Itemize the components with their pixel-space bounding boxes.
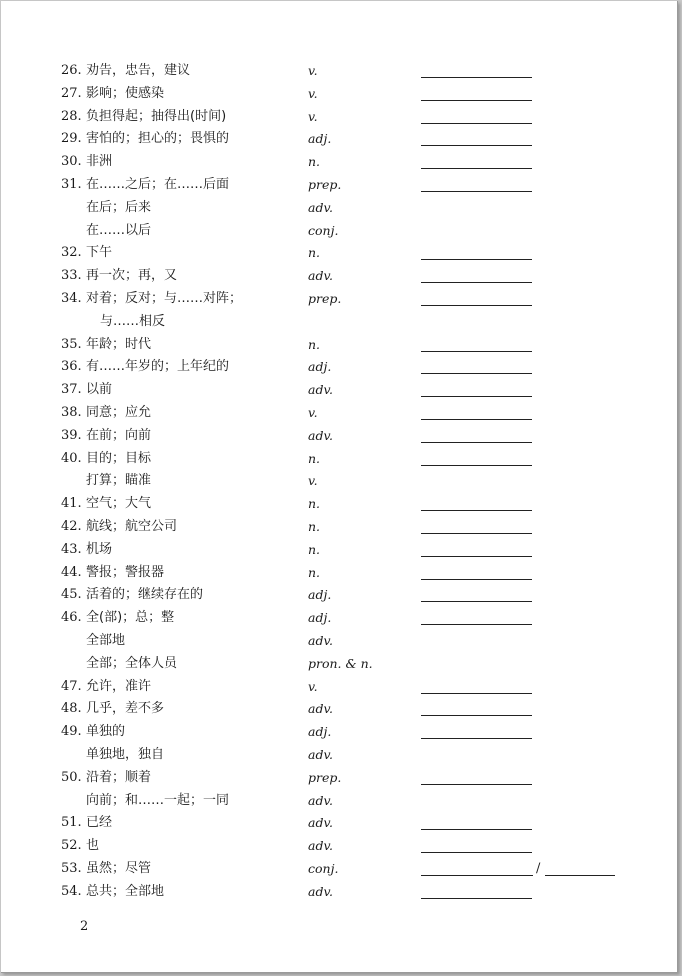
item-number: 54. (61, 883, 82, 899)
vocab-row (1, 151, 677, 174)
chinese-meaning: 再一次；再，又 (86, 268, 178, 284)
vocab-row (1, 744, 677, 767)
vocab-row (1, 698, 677, 721)
chinese-meaning: 全(部)；总；整 (86, 610, 175, 626)
answer-blank[interactable] (421, 419, 532, 420)
chinese-meaning: 总共；全部地 (86, 883, 165, 899)
answer-blank[interactable] (421, 145, 532, 146)
part-of-speech: adv. (308, 815, 334, 831)
chinese-meaning: 打算；瞄准 (86, 473, 152, 489)
chinese-meaning: 有……年岁的；上年纪的 (86, 359, 230, 375)
answer-blank[interactable] (421, 533, 532, 534)
part-of-speech: prep. (308, 769, 342, 785)
part-of-speech: prep. (308, 290, 342, 306)
chinese-meaning: 允许，准许 (86, 678, 152, 694)
part-of-speech: n. (308, 496, 321, 512)
answer-blank[interactable] (421, 898, 532, 899)
item-number: 28. (61, 108, 82, 124)
vocab-row (1, 858, 677, 881)
chinese-meaning: 年龄；时代 (86, 336, 152, 352)
answer-blank[interactable] (421, 191, 532, 192)
vocab-row (1, 493, 677, 516)
chinese-meaning: 向前；和……一起；一同 (86, 792, 230, 808)
vocabulary-list (1, 60, 677, 903)
answer-blank[interactable] (421, 738, 532, 739)
item-number: 40. (61, 450, 82, 466)
item-number: 51. (61, 815, 82, 831)
chinese-meaning: 几乎，差不多 (86, 701, 165, 717)
item-number: 52. (61, 838, 82, 854)
vocab-row (1, 881, 677, 904)
part-of-speech: v. (308, 404, 318, 420)
part-of-speech: n. (308, 541, 321, 557)
item-number: 44. (61, 564, 82, 580)
chinese-meaning: 在……之后；在……后面 (86, 176, 230, 192)
item-number: 29. (61, 131, 82, 147)
answer-blank[interactable] (421, 510, 532, 511)
item-number: 45. (61, 587, 82, 603)
part-of-speech: n. (308, 154, 321, 170)
chinese-meaning: 在后；后来 (86, 199, 152, 215)
part-of-speech: adv. (308, 792, 334, 808)
part-of-speech: adj. (308, 724, 332, 740)
vocab-row (1, 539, 677, 562)
vocab-row (1, 334, 677, 357)
answer-blank[interactable] (421, 168, 532, 169)
vocab-row (1, 448, 677, 471)
vocab-row (1, 311, 677, 334)
item-number: 53. (61, 860, 82, 876)
chinese-meaning: 负担得起；抽得出(时间) (86, 108, 227, 124)
part-of-speech: n. (308, 518, 321, 534)
page-number: 2 (80, 919, 89, 934)
item-number: 46. (61, 610, 82, 626)
vocab-row (1, 288, 677, 311)
vocab-row (1, 653, 677, 676)
vocab-row (1, 379, 677, 402)
chinese-meaning: 也 (86, 838, 100, 854)
chinese-meaning: 虽然；尽管 (86, 860, 152, 876)
vocab-row (1, 790, 677, 813)
answer-blank[interactable] (421, 305, 532, 306)
chinese-meaning: 对着；反对；与……对阵； (86, 290, 243, 306)
answer-blank[interactable] (421, 282, 532, 283)
chinese-meaning: 以前 (86, 382, 113, 398)
vocab-row (1, 607, 677, 630)
part-of-speech: v. (308, 63, 318, 78)
item-number: 27. (61, 85, 82, 101)
answer-blank[interactable] (421, 624, 532, 625)
answer-blank[interactable] (421, 351, 532, 352)
answer-blank[interactable] (421, 852, 532, 853)
answer-blank[interactable] (421, 556, 532, 557)
item-number: 41. (61, 496, 82, 512)
vocab-row (1, 106, 677, 129)
part-of-speech: adv. (308, 199, 334, 215)
answer-blank[interactable] (421, 465, 532, 466)
answer-blank[interactable] (421, 259, 532, 260)
item-number: 43. (61, 541, 82, 557)
part-of-speech: v. (308, 473, 318, 489)
answer-blank[interactable] (421, 373, 532, 374)
chinese-meaning: 单独地，独自 (86, 746, 165, 762)
part-of-speech: conj. (308, 222, 339, 238)
item-number: 34. (61, 290, 82, 306)
part-of-speech: n. (308, 564, 321, 580)
part-of-speech: adj. (308, 587, 332, 603)
chinese-meaning: 机场 (86, 541, 113, 557)
vocab-row (1, 470, 677, 493)
chinese-meaning: 活着的；继续存在的 (86, 587, 204, 603)
chinese-meaning: 全部；全体人员 (86, 655, 178, 671)
chinese-meaning: 下午 (86, 245, 113, 261)
chinese-meaning: 在……以后 (86, 222, 152, 238)
item-number: 47. (61, 678, 82, 694)
chinese-meaning: 害怕的；担心的；畏惧的 (86, 131, 230, 147)
item-number: 39. (61, 427, 82, 443)
vocab-row (1, 197, 677, 220)
part-of-speech: adv. (308, 701, 334, 717)
item-number: 38. (61, 404, 82, 420)
answer-blank[interactable] (421, 829, 532, 830)
part-of-speech: adj. (308, 610, 332, 626)
vocab-row (1, 174, 677, 197)
blank-separator: / (536, 860, 541, 876)
item-number: 36. (61, 359, 82, 375)
answer-blank[interactable] (421, 77, 532, 78)
vocab-row (1, 128, 677, 151)
part-of-speech: n. (308, 336, 321, 352)
part-of-speech: n. (308, 245, 321, 261)
part-of-speech: adv. (308, 838, 334, 854)
answer-blank[interactable] (421, 875, 533, 876)
item-number: 50. (61, 769, 82, 785)
answer-blank[interactable] (421, 784, 532, 785)
vocab-row (1, 812, 677, 835)
vocab-row (1, 265, 677, 288)
vocab-row (1, 516, 677, 539)
item-number: 35. (61, 336, 82, 352)
item-number: 37. (61, 382, 82, 398)
chinese-meaning: 沿着；顺着 (86, 769, 152, 785)
item-number: 32. (61, 245, 82, 261)
answer-blank[interactable] (421, 693, 532, 694)
vocab-row (1, 425, 677, 448)
chinese-meaning: 目的；目标 (86, 450, 152, 466)
part-of-speech: adj. (308, 359, 332, 375)
part-of-speech: v. (308, 678, 318, 694)
part-of-speech: adv. (308, 427, 334, 443)
part-of-speech: adv. (308, 268, 334, 284)
answer-blank[interactable] (421, 601, 532, 602)
vocab-row (1, 721, 677, 744)
part-of-speech: adv. (308, 632, 334, 648)
item-number: 33. (61, 268, 82, 284)
vocab-row (1, 584, 677, 607)
item-number: 42. (61, 518, 82, 534)
answer-blank[interactable] (421, 396, 532, 397)
part-of-speech: pron. & n. (308, 655, 373, 671)
chinese-meaning: 同意；应允 (86, 404, 152, 420)
item-number: 30. (61, 154, 82, 170)
answer-blank[interactable] (421, 442, 532, 443)
vocab-row (1, 630, 677, 653)
chinese-meaning: 影响；使感染 (86, 85, 165, 101)
vocab-row (1, 835, 677, 858)
item-number: 48. (61, 701, 82, 717)
chinese-meaning: 全部地 (86, 632, 126, 648)
part-of-speech: n. (308, 450, 321, 466)
chinese-meaning: 在前；向前 (86, 427, 152, 443)
part-of-speech: v. (308, 85, 318, 101)
vocab-row (1, 562, 677, 585)
part-of-speech: adv. (308, 883, 334, 899)
answer-blank[interactable] (421, 100, 532, 101)
part-of-speech: adj. (308, 131, 332, 147)
part-of-speech: adv. (308, 746, 334, 762)
part-of-speech: adv. (308, 382, 334, 398)
answer-blank[interactable] (421, 715, 532, 716)
item-number: 26. (61, 63, 82, 78)
chinese-meaning: 空气；大气 (86, 496, 152, 512)
answer-blank[interactable] (421, 123, 532, 124)
chinese-meaning: 航线；航空公司 (86, 518, 178, 534)
chinese-meaning: 警报；警报器 (86, 564, 165, 580)
chinese-meaning: 单独的 (86, 724, 126, 740)
chinese-meaning: 已经 (86, 815, 113, 831)
answer-blank-second[interactable] (545, 875, 615, 876)
part-of-speech: conj. (308, 860, 339, 876)
chinese-meaning: 劝告，忠告，建议 (86, 63, 191, 78)
vocab-row (1, 83, 677, 106)
vocab-row (1, 60, 677, 83)
vocab-row (1, 402, 677, 425)
vocab-row (1, 220, 677, 243)
item-number: 31. (61, 176, 82, 192)
worksheet-page (1, 1, 678, 973)
part-of-speech: prep. (308, 176, 342, 192)
vocab-row (1, 356, 677, 379)
vocab-row (1, 676, 677, 699)
vocab-row (1, 767, 677, 790)
chinese-meaning: 非洲 (86, 154, 113, 170)
answer-blank[interactable] (421, 579, 532, 580)
part-of-speech: v. (308, 108, 318, 124)
item-number: 49. (61, 724, 82, 740)
vocab-row (1, 242, 677, 265)
chinese-meaning: 与……相反 (100, 313, 166, 329)
